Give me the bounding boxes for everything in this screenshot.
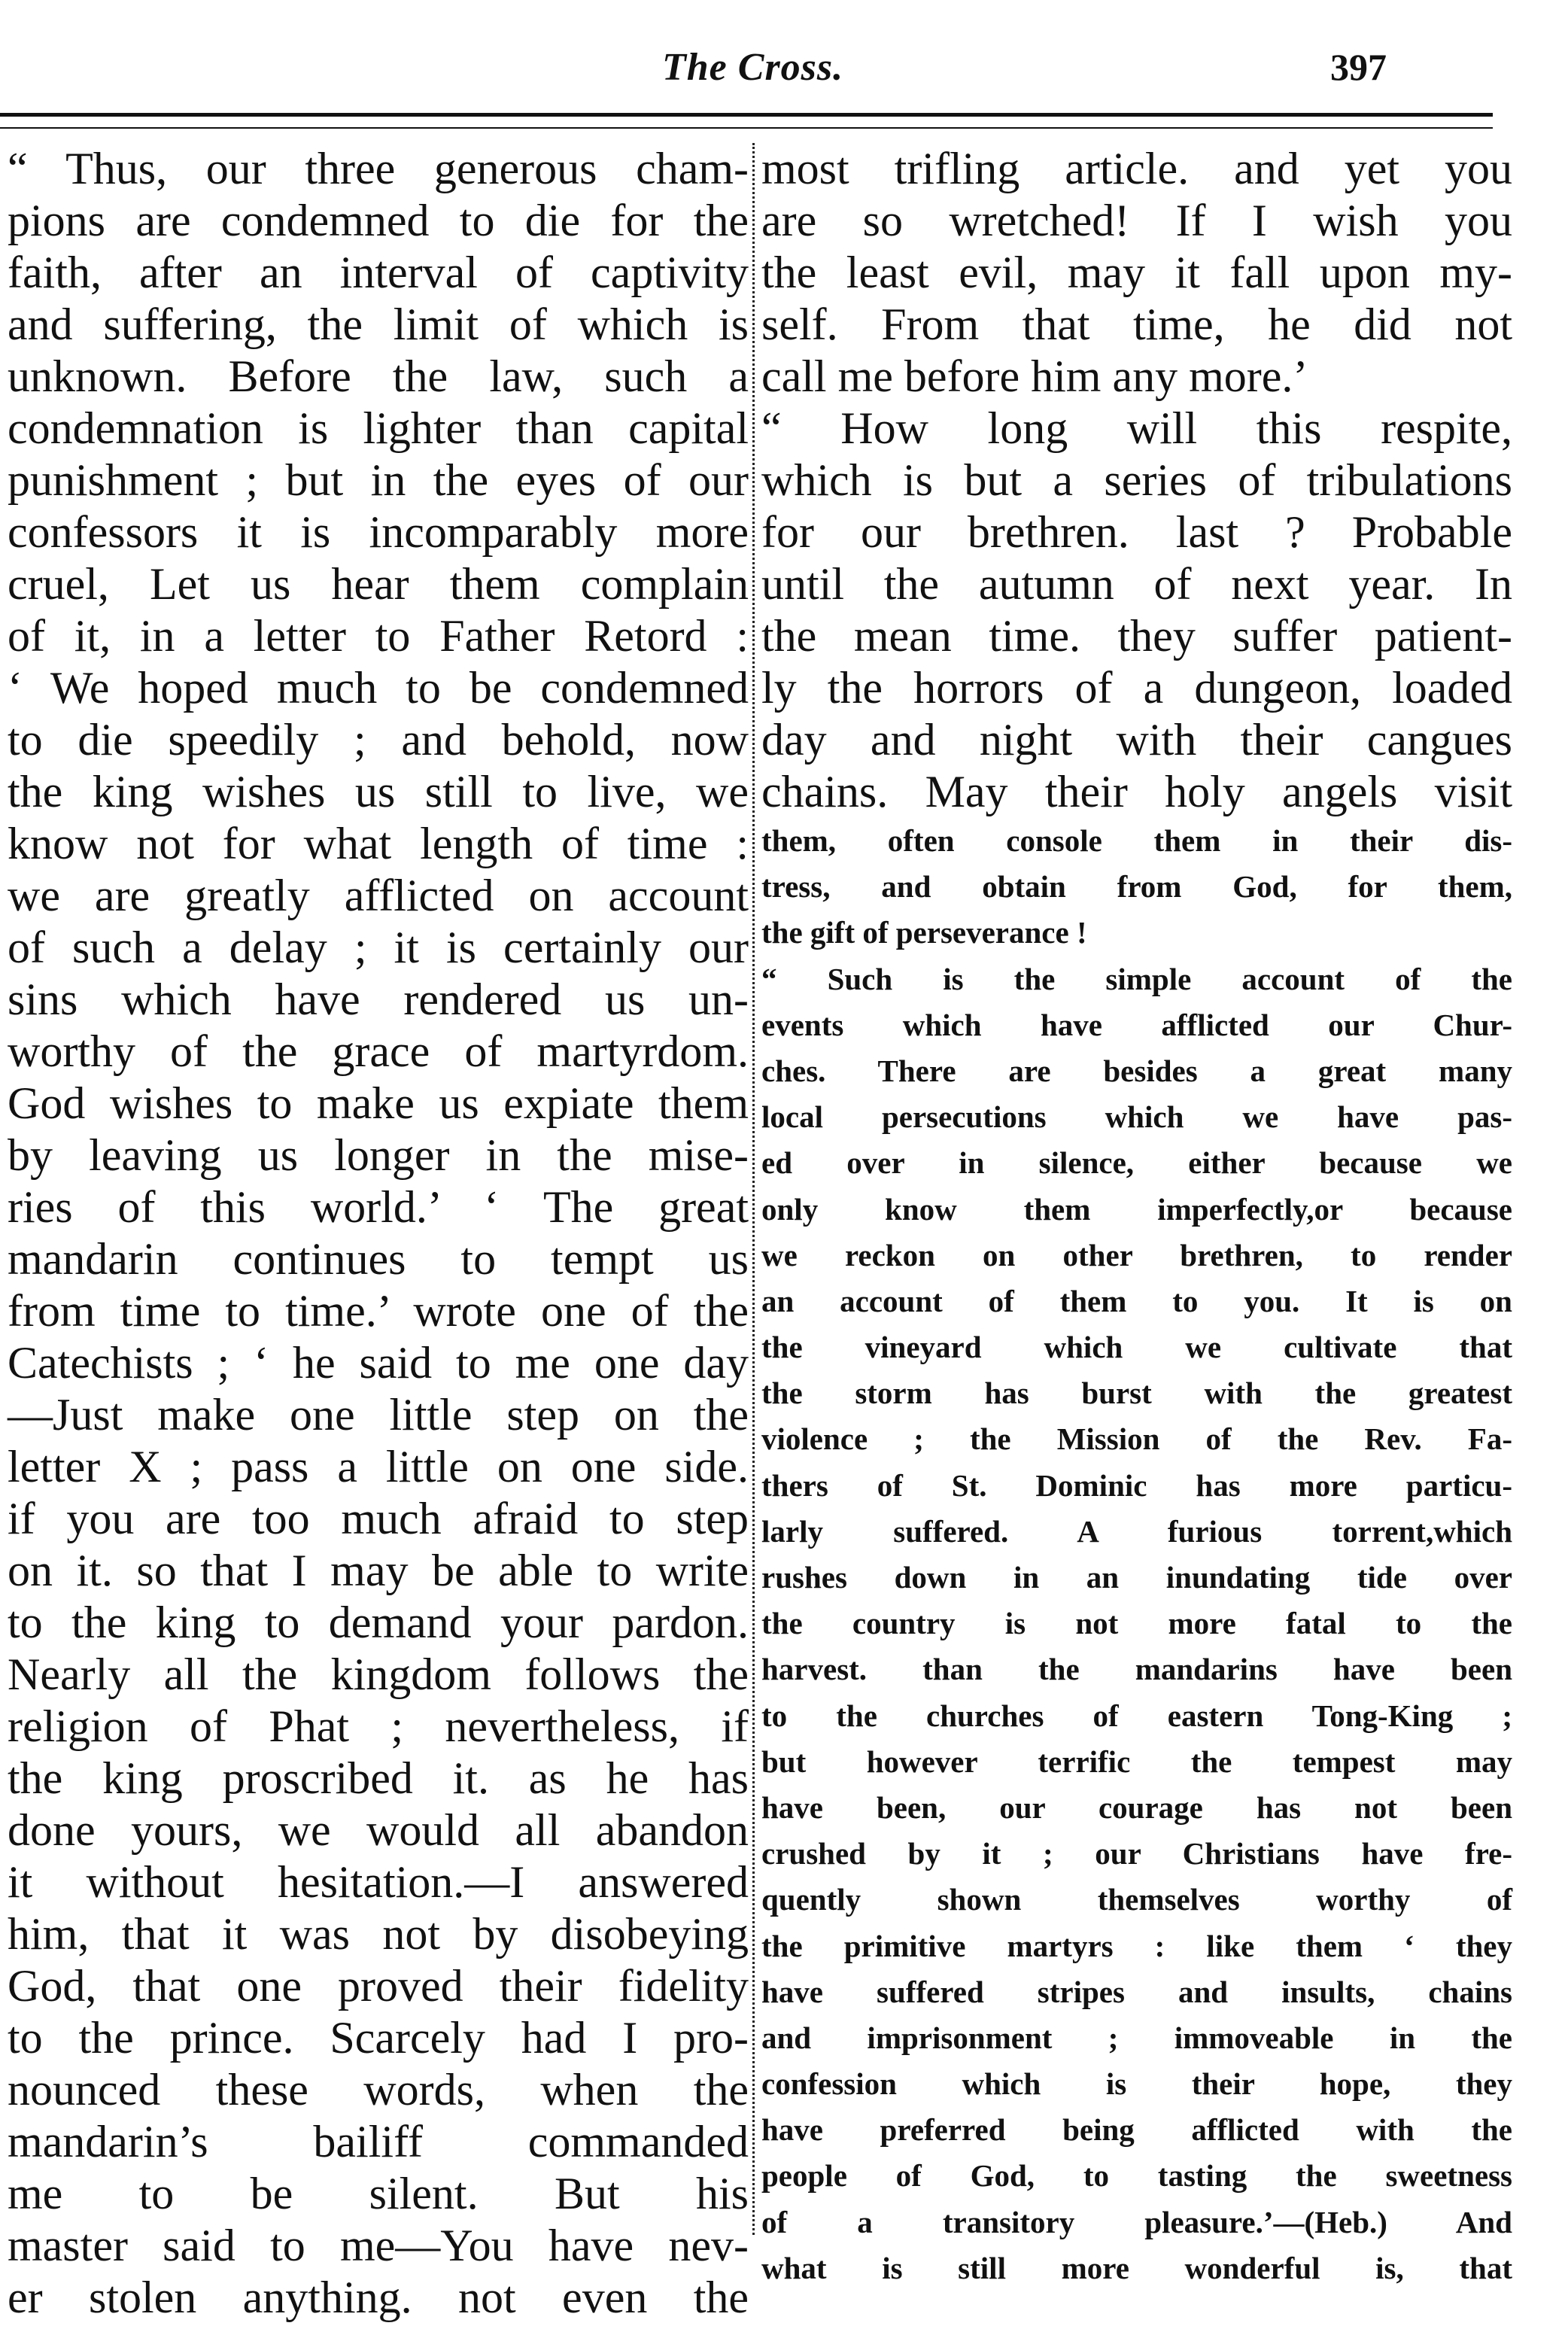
- text-line: most trifling article. and yet you: [761, 144, 1512, 193]
- text-line: faith, after an interval of captivity: [8, 248, 749, 297]
- text-line: me to be silent. But his: [8, 2169, 749, 2218]
- text-line: it without hesitation.—I answered: [8, 1857, 749, 1907]
- text-line: from time to time.’ wrote one of the: [8, 1286, 749, 1336]
- text-line: mandarin’s bailiff commanded: [8, 2117, 749, 2166]
- text-line: the primitive martyrs : like them ‘ they: [761, 1928, 1512, 1963]
- text-line: we are greatly afflicted on account: [8, 871, 749, 920]
- text-line: chains. May their holy angels visit: [761, 767, 1512, 816]
- text-line: nounced these words, when the: [8, 2065, 749, 2115]
- text-line: to the king to demand your pardon.: [8, 1598, 749, 1647]
- text-line: the gift of perseverance !: [761, 915, 1087, 950]
- text-line: letter X ; pass a little on one side.: [8, 1442, 749, 1491]
- text-line: cruel, Let us hear them complain: [8, 559, 749, 609]
- text-line: unknown. Before the law, such a: [8, 351, 749, 401]
- text-line: sins which have rendered us un-: [8, 974, 749, 1024]
- text-line: religion of Phat ; nevertheless, if: [8, 1701, 749, 1751]
- text-line: tress, and obtain from God, for them,: [761, 869, 1512, 905]
- text-line: condemnation is lighter than capital: [8, 403, 749, 453]
- text-line: of such a delay ; it is certainly our: [8, 923, 749, 972]
- text-line: we reckon on other brethren, to render: [761, 1237, 1512, 1272]
- text-line: done yours, we would all abandon: [8, 1805, 749, 1855]
- text-line: only know them imperfectly,or because: [761, 1191, 1512, 1227]
- text-line: until the autumn of next year. In: [761, 559, 1512, 609]
- text-line: ed over in silence, either because we: [761, 1145, 1512, 1181]
- page-header: [0, 30, 1568, 105]
- text-line: pions are condemned to die for the: [8, 196, 749, 245]
- text-line: the king proscribed it. as he has: [8, 1753, 749, 1803]
- text-line: and imprisonment ; immoveable in the: [761, 2020, 1512, 2055]
- text-line: what is still more wonderful is, that: [761, 2250, 1512, 2285]
- text-line: the storm has burst with the greatest: [761, 1376, 1512, 1411]
- text-line: have suffered stripes and insults, chains: [761, 1974, 1512, 2009]
- text-line: if you are too much afraid to step: [8, 1494, 749, 1543]
- text-line: but however terrific the tempest may: [761, 1744, 1512, 1779]
- text-line: master said to me—You have nev-: [8, 2221, 749, 2270]
- text-line: events which have afflicted our Chur-: [761, 1007, 1512, 1042]
- text-line: rushes down in an inundating tide over: [761, 1560, 1512, 1595]
- text-line: violence ; the Mission of the Rev. Fa-: [761, 1421, 1512, 1457]
- text-line: call me before him any more.’: [761, 351, 1308, 401]
- text-line: local persecutions which we have pas-: [761, 1099, 1512, 1135]
- text-line: to die speedily ; and behold, now: [8, 715, 749, 765]
- text-line: quently shown themselves worthy of: [761, 1882, 1512, 1917]
- text-line: the king wishes us still to live, we: [8, 767, 749, 816]
- text-line: have preferred being afflicted with the: [761, 2112, 1512, 2148]
- text-line: harvest. than the mandarins have been: [761, 1652, 1512, 1687]
- text-line: to the prince. Scarcely had I pro-: [8, 2013, 749, 2063]
- text-line: of a transitory pleasure.’—(Heb.) And: [761, 2204, 1512, 2239]
- text-line: self. From that time, he did not: [761, 299, 1512, 349]
- text-line: ‘ We hoped much to be condemned: [8, 663, 749, 713]
- text-line: —Just make one little step on the: [8, 1390, 749, 1440]
- text-line: are so wretched! If I wish you: [761, 196, 1512, 245]
- text-line: ches. There are besides a great many: [761, 1053, 1512, 1088]
- text-line: punishment ; but in the eyes of our: [8, 455, 749, 505]
- text-line: have been, our courage has not been: [761, 1789, 1512, 1825]
- text-line: by leaving us longer in the mise-: [8, 1130, 749, 1180]
- text-line: thers of St. Dominic has more particu-: [761, 1467, 1512, 1503]
- text-line: confession which is their hope, they: [761, 2066, 1512, 2102]
- text-line: God, that one proved their fidelity: [8, 1961, 749, 2011]
- text-line: Catechists ; ‘ he said to me one day: [8, 1338, 749, 1388]
- text-line: for our brethren. last ? Probable: [761, 507, 1512, 557]
- text-line: crushed by it ; our Christians have fre-: [761, 1836, 1512, 1871]
- text-line: larly suffered. A furious torrent,which: [761, 1513, 1512, 1549]
- text-line: confessors it is incomparably more: [8, 507, 749, 557]
- text-line: him, that it was not by disobeying: [8, 1909, 749, 1959]
- text-line: of it, in a letter to Father Retord :: [8, 611, 749, 661]
- text-line: and suffering, the limit of which is: [8, 299, 749, 349]
- text-line: the least evil, may it fall upon my-: [761, 248, 1512, 297]
- text-line: “ How long will this respite,: [761, 403, 1512, 453]
- text-line: worthy of the grace of martyrdom.: [8, 1026, 749, 1076]
- left-column: [8, 143, 749, 2324]
- text-line: the vineyard which we cultivate that: [761, 1330, 1512, 1365]
- running-title: The Cross.: [662, 46, 844, 89]
- text-line: “ Thus, our three generous cham-: [8, 144, 749, 193]
- text-line: day and night with their cangues: [761, 715, 1512, 765]
- text-line: them, often console them in their dis-: [761, 823, 1512, 858]
- text-line: ries of this world.’ ‘ The great: [8, 1182, 749, 1232]
- text-line: which is but a series of tribulations: [761, 455, 1512, 505]
- header-rule: [0, 113, 1493, 129]
- text-line: the country is not more fatal to the: [761, 1606, 1512, 1641]
- text-line: on it. so that I may be able to write: [8, 1546, 749, 1595]
- text-line: people of God, to tasting the sweetness: [761, 2158, 1512, 2194]
- text-line: the mean time. they suffer patient-: [761, 611, 1512, 661]
- text-line: Nearly all the kingdom follows the: [8, 1649, 749, 1699]
- text-line: mandarin continues to tempt us: [8, 1234, 749, 1284]
- text-line: know not for what length of time :: [8, 819, 749, 868]
- text-line: “ Such is the simple account of the: [761, 961, 1512, 996]
- right-column: [761, 143, 1512, 2291]
- text-line: to the churches of eastern Tong-King ;: [761, 1698, 1512, 1733]
- page-number: 397: [1330, 46, 1387, 88]
- text-line: God wishes to make us expiate them: [8, 1078, 749, 1128]
- text-line: ly the horrors of a dungeon, loaded: [761, 663, 1512, 713]
- text-line: er stolen anything. not even the: [8, 2273, 749, 2322]
- text-line: an account of them to you. It is on: [761, 1283, 1512, 1318]
- column-divider: [752, 143, 755, 2235]
